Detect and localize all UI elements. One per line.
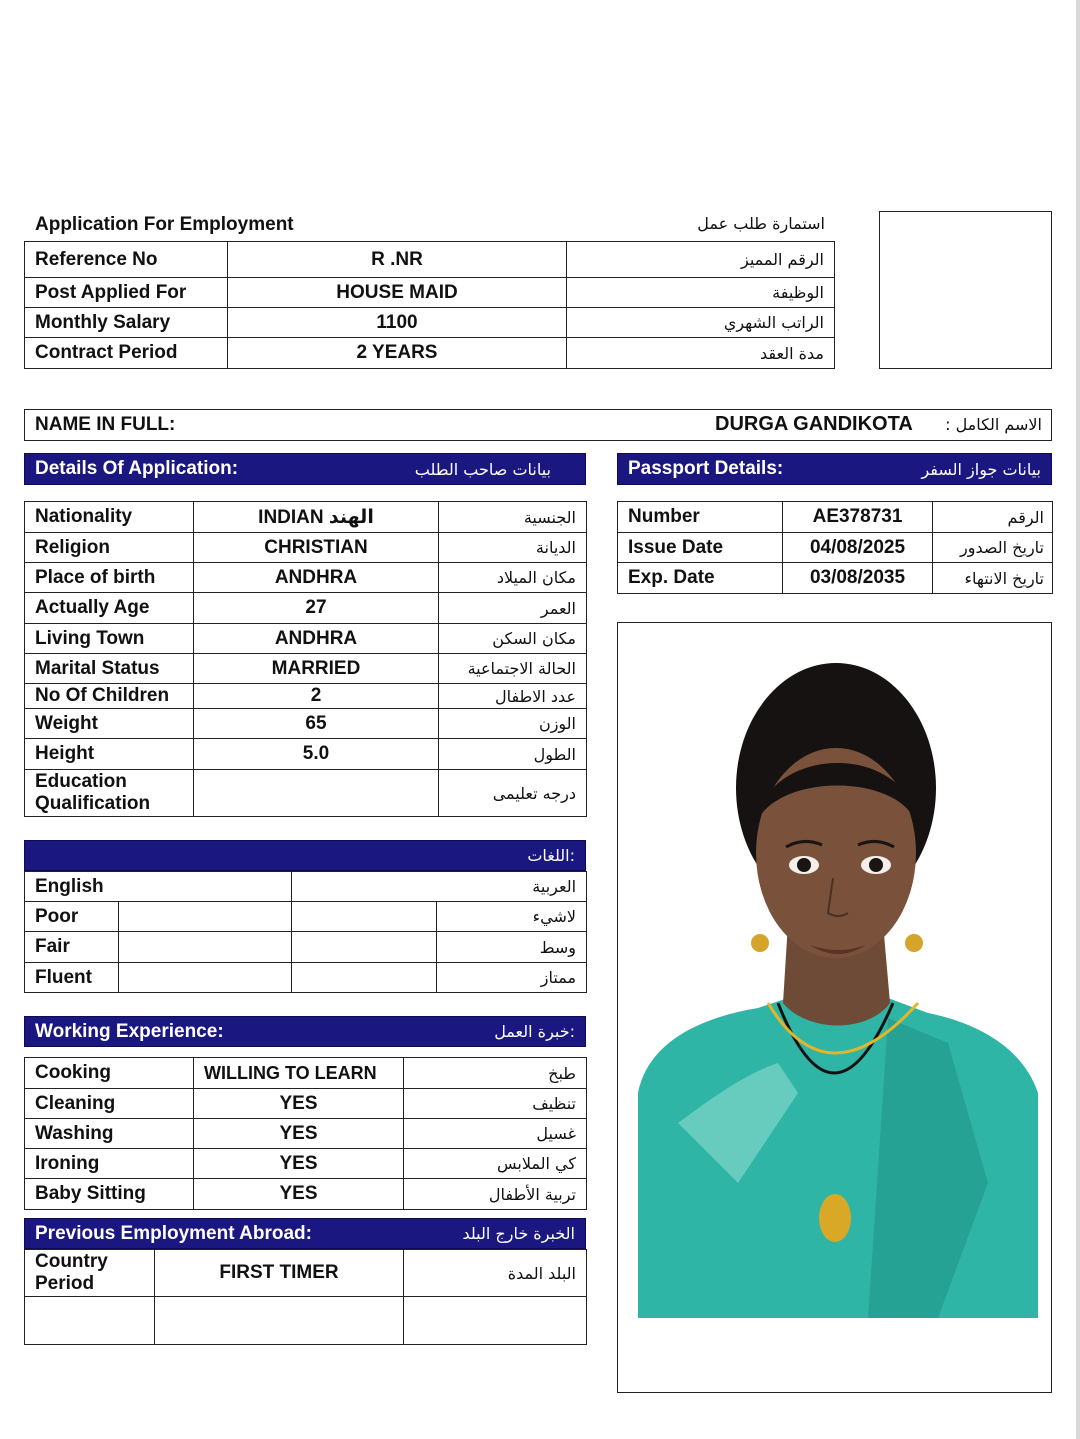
reference-value: R .NR <box>228 242 567 278</box>
right-earring <box>905 934 923 952</box>
education-value <box>194 770 439 817</box>
passport-number-value: AE378731 <box>783 502 933 533</box>
english-ar: العربية <box>292 872 587 902</box>
nationality-value: INDIAN الهند <box>194 502 439 533</box>
empty-cell <box>404 1297 587 1345</box>
table-row <box>25 872 587 902</box>
table-row <box>25 533 587 563</box>
form-title: Application For Employment <box>35 214 294 235</box>
religion-value: CHRISTIAN <box>194 533 439 563</box>
experience-header <box>24 1016 586 1047</box>
fluent-ar: ممتاز <box>437 963 587 993</box>
applicant-photo <box>618 623 1051 1392</box>
cooking-value: WILLING TO LEARN <box>194 1058 404 1089</box>
table-row <box>25 242 835 278</box>
table-row <box>25 1089 587 1119</box>
reference-label: Reference No <box>25 242 228 278</box>
fair-label: Fair <box>25 932 119 963</box>
table-row <box>25 1119 587 1149</box>
passport-title: Passport Details: <box>628 458 784 479</box>
photo-frame <box>617 622 1052 1393</box>
exp-date-label: Exp. Date <box>618 563 783 594</box>
full-name-box <box>24 409 1052 441</box>
nationality-ar: الجنسية <box>439 502 587 533</box>
fluent-cell <box>119 963 292 993</box>
salary-value: 1100 <box>228 308 567 338</box>
salary-ar: الراتب الشهري <box>567 308 835 338</box>
marital-label: Marital Status <box>25 654 194 684</box>
details-header <box>24 453 586 485</box>
table-row <box>25 963 587 993</box>
town-value: ANDHRA <box>194 624 439 654</box>
issue-date-ar: تاريخ الصدور <box>933 533 1053 563</box>
details-title-ar: بيانات صاحب الطلب <box>414 459 551 479</box>
cooking-ar: طبخ <box>404 1058 587 1089</box>
babysitting-value: YES <box>194 1179 404 1210</box>
experience-title: Working Experience: <box>35 1020 224 1042</box>
birthplace-value: ANDHRA <box>194 563 439 593</box>
previous-title-ar: الخبرة خارج البلد <box>462 1224 575 1243</box>
poor-cell <box>119 902 292 932</box>
contract-value: 2 YEARS <box>228 338 567 369</box>
age-ar: العمر <box>439 593 587 624</box>
education-ar: درجه تعليمى <box>439 770 587 817</box>
empty-cell <box>155 1297 404 1345</box>
table-row <box>25 563 587 593</box>
languages-title-ar: اللغات: <box>527 846 575 865</box>
babysitting-ar: تربية الأطفال <box>404 1179 587 1210</box>
poor-ar: لاشيء <box>437 902 587 932</box>
birthplace-ar: مكان الميلاد <box>439 563 587 593</box>
town-ar: مكان السكن <box>439 624 587 654</box>
application-table <box>24 241 835 369</box>
children-value: 2 <box>194 684 439 709</box>
contract-label: Contract Period <box>25 338 228 369</box>
nationality-label: Nationality <box>25 502 194 533</box>
passport-table <box>617 501 1053 594</box>
experience-title-ar: خبرة العمل: <box>494 1022 575 1041</box>
full-name-value: DURGA GANDIKOTA <box>715 413 913 435</box>
page-edge <box>1076 0 1080 1439</box>
table-row <box>25 338 835 369</box>
cleaning-value: YES <box>194 1089 404 1119</box>
religion-ar: الديانة <box>439 533 587 563</box>
fair-ar: وسط <box>437 932 587 963</box>
passport-title-ar: بيانات جواز السفر <box>921 459 1041 479</box>
table-row <box>25 624 587 654</box>
babysitting-label: Baby Sitting <box>25 1179 194 1210</box>
birthplace-label: Place of birth <box>25 563 194 593</box>
ironing-value: YES <box>194 1149 404 1179</box>
cleaning-ar: تنظيف <box>404 1089 587 1119</box>
height-value: 5.0 <box>194 739 439 770</box>
cooking-label: Cooking <box>25 1058 194 1089</box>
previous-table <box>24 1249 587 1345</box>
country-period-ar: البلد المدة <box>404 1250 587 1297</box>
issue-date-label: Issue Date <box>618 533 783 563</box>
fair-cell <box>119 932 292 963</box>
religion-label: Religion <box>25 533 194 563</box>
left-pupil <box>797 858 811 872</box>
table-row <box>25 654 587 684</box>
table-row <box>25 902 587 932</box>
english-label: English <box>25 872 292 902</box>
fluent-label: Fluent <box>25 963 119 993</box>
table-row <box>25 1297 587 1345</box>
poor-label: Poor <box>25 902 119 932</box>
previous-title: Previous Employment Abroad: <box>35 1222 312 1244</box>
table-row <box>25 1179 587 1210</box>
table-row <box>25 1149 587 1179</box>
table-row <box>25 770 587 817</box>
table-row <box>25 739 587 770</box>
empty-cell <box>25 1297 155 1345</box>
contract-ar: مدة العقد <box>567 338 835 369</box>
table-row <box>25 502 587 533</box>
country-period-value: FIRST TIMER <box>155 1250 404 1297</box>
pendant <box>819 1194 851 1242</box>
post-label: Post Applied For <box>25 278 228 308</box>
reference-ar: الرقم المميز <box>567 242 835 278</box>
table-row <box>25 709 587 739</box>
table-row <box>25 593 587 624</box>
full-name-ar: : الاسم الكامل <box>945 415 1042 434</box>
weight-label: Weight <box>25 709 194 739</box>
marital-value: MARRIED <box>194 654 439 684</box>
children-label: No Of Children <box>25 684 194 709</box>
ironing-ar: كي الملابس <box>404 1149 587 1179</box>
small-photo-box <box>879 211 1052 369</box>
country-period-label: Country Period <box>25 1250 155 1297</box>
table-row <box>25 308 835 338</box>
marital-ar: الحالة الاجتماعية <box>439 654 587 684</box>
washing-ar: غسيل <box>404 1119 587 1149</box>
details-title: Details Of Application: <box>35 458 239 479</box>
table-row <box>25 1250 587 1297</box>
children-ar: عدد الاطفال <box>439 684 587 709</box>
age-label: Actually Age <box>25 593 194 624</box>
table-row <box>618 502 1053 533</box>
previous-header <box>24 1218 586 1249</box>
table-row <box>618 563 1053 594</box>
weight-ar: الوزن <box>439 709 587 739</box>
washing-label: Washing <box>25 1119 194 1149</box>
experience-table <box>24 1057 587 1210</box>
exp-date-ar: تاريخ الانتهاء <box>933 563 1053 594</box>
cleaning-label: Cleaning <box>25 1089 194 1119</box>
table-row <box>25 278 835 308</box>
age-value: 27 <box>194 593 439 624</box>
right-pupil <box>869 858 883 872</box>
height-label: Height <box>25 739 194 770</box>
washing-value: YES <box>194 1119 404 1149</box>
ironing-label: Ironing <box>25 1149 194 1179</box>
fluent-cell-2 <box>292 963 437 993</box>
table-row <box>618 533 1053 563</box>
details-table <box>24 501 587 817</box>
languages-table <box>24 871 587 993</box>
poor-cell-2 <box>292 902 437 932</box>
height-ar: الطول <box>439 739 587 770</box>
exp-date-value: 03/08/2035 <box>783 563 933 594</box>
town-label: Living Town <box>25 624 194 654</box>
form-title-ar: استمارة طلب عمل <box>697 214 825 233</box>
table-row <box>25 684 587 709</box>
passport-number-label: Number <box>618 502 783 533</box>
post-value: HOUSE MAID <box>228 278 567 308</box>
education-label: Education Qualification <box>25 770 194 817</box>
post-ar: الوظيفة <box>567 278 835 308</box>
table-row <box>25 932 587 963</box>
passport-number-ar: الرقم <box>933 502 1053 533</box>
weight-value: 65 <box>194 709 439 739</box>
full-name-label: NAME IN FULL: <box>35 414 176 435</box>
languages-header <box>24 840 586 871</box>
salary-label: Monthly Salary <box>25 308 228 338</box>
issue-date-value: 04/08/2025 <box>783 533 933 563</box>
fair-cell-2 <box>292 932 437 963</box>
table-row <box>25 1058 587 1089</box>
passport-header <box>617 453 1052 485</box>
left-earring <box>751 934 769 952</box>
